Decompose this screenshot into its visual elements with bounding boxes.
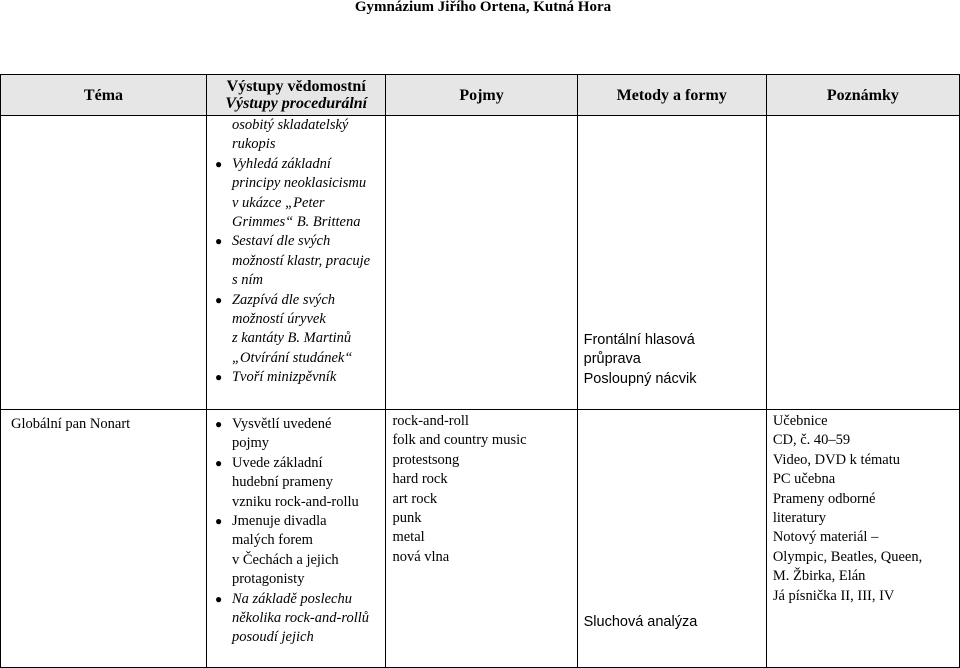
note-item: Notový materiál – [772,529,879,546]
note-item: Já písnička II, III, IV [772,587,895,604]
col-header-vystupy-vedomostni: Výstupy vědomostní [226,77,366,95]
row2-vystupy-cell [206,410,385,668]
bullet-icon: ● [214,455,223,470]
row2-metody-cell [577,410,766,668]
list-item: ● Vysvětlí uvedené pojmy [214,416,332,452]
metody-line: Posloupný nácvik [583,370,697,387]
list-item: ● Jmenuje divadla malých forem v Čechách a jejich protagonisty [214,513,339,588]
bullet-icon: ● [214,292,223,307]
bullet-icon: ● [214,234,223,249]
row2-tema: Globální pan Nonart [11,416,131,432]
note-item: M. Žbirka, Elán [772,568,866,585]
row1-continuation-line: osobitý skladatelský [231,117,349,133]
col-header-vystupy [206,75,385,116]
note-item: Učebnice [772,413,828,429]
col-header-poznamky: Poznámky [766,75,959,116]
row2-poznamky-cell [766,410,959,668]
row2-outcome-list [207,410,385,648]
metody-line: Frontální hlasová [583,331,695,348]
metody-line: Sluchová analýza [583,613,698,630]
note-item: literatury [772,510,826,527]
school-name: Gymnázium Jiřího Ortena, Kutná Hora [354,0,612,15]
table-row [1,410,960,668]
row1-pojmy-cell [386,116,577,410]
concept-item: rock-and-roll [392,413,469,429]
list-item: ● Uvede základní hudební prameny vzniku rock-and-rollu [214,454,359,510]
note-item: Video, DVD k tématu [772,451,900,468]
bullet-icon: ● [214,370,223,385]
row2-pojmy-cell [386,410,577,668]
table-row [1,116,960,410]
row1-metody-cell [577,116,766,410]
list-item: ● Sestaví dle svých možností klastr, pracuje s ním [214,233,371,289]
bullet-icon: ● [214,591,223,606]
row1-tema-cell [1,116,207,410]
col-header-vystupy-proceduralni: Výstupy procedurální [225,95,368,112]
concept-item: folk and country music [392,432,527,449]
list-item: ● Vyhledá základní principy neoklasicismu v ukázce „Peter Grimmes“ B. Brittena [214,155,367,231]
col-header-tema: Téma [1,75,207,116]
note-item: Prameny odborné [772,490,876,507]
row1-poznamky-cell [766,116,959,410]
bullet-icon: ● [214,514,223,529]
list-item: ● Zazpívá dle svých možností úryvek z kantáty B. Martinů „Otvírání studánek“ [214,291,353,366]
note-item: CD, č. 40–59 [772,432,851,449]
note-item: PC učebna [772,471,836,488]
concept-item: hard rock [392,471,448,488]
list-item: ● Tvoří minizpěvník [207,368,385,387]
row2-tema-cell [1,410,207,668]
curriculum-table [0,74,960,668]
row1-outcome-list [207,155,385,388]
concept-item: nová vlna [392,548,450,565]
list-item: ● Na základě poslechu několika rock-and-rollů posoudí jejich [214,590,370,646]
bullet-icon: ● [214,417,223,431]
concept-item: metal [392,529,425,546]
concept-item: protestsong [392,451,460,468]
note-item: Olympic, Beatles, Queen, [772,548,923,565]
col-header-pojmy: Pojmy [386,75,577,116]
row1-vystupy-cell [206,116,385,410]
concept-item: punk [392,510,422,527]
row1-continuation-line: rukopis [231,136,276,153]
col-header-metody: Metody a formy [577,75,766,116]
metody-line: průprava [583,351,641,368]
concept-item: art rock [392,490,438,507]
bullet-icon: ● [214,156,223,171]
